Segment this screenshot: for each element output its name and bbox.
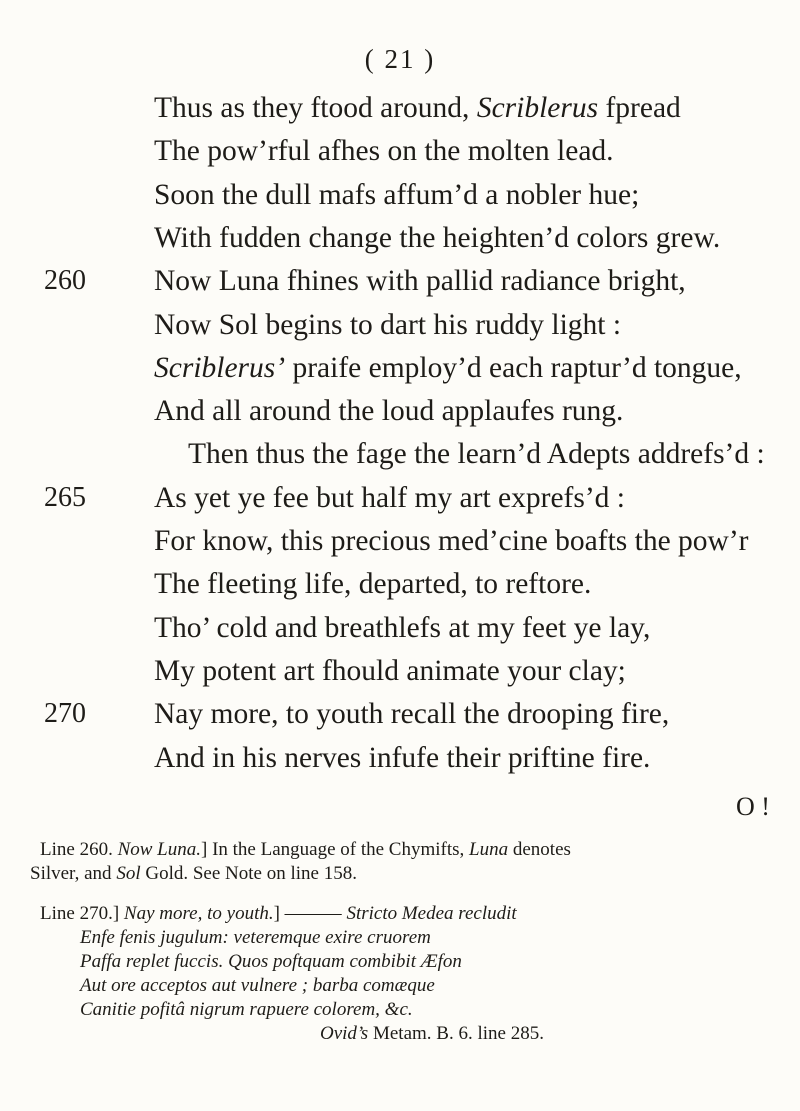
text-run: The pow’rful afhes on the molten lead. — [154, 135, 614, 167]
text-run: Now Luna fhines with pallid radiance bright, — [154, 265, 686, 297]
verse-text — [154, 608, 650, 648]
text-run: Nay more, to youth recall the drooping fire, — [154, 698, 670, 730]
verse-text — [154, 88, 681, 128]
text-run: With fudden change the heighten’d colors grew. — [154, 222, 721, 254]
verse-text — [154, 218, 720, 258]
italic-text: Nay more, to youth. — [123, 903, 274, 924]
italic-text: Canitie pofitâ nigrum rapuere colorem, &c. — [80, 999, 413, 1020]
verse-text — [154, 521, 749, 561]
verse-text — [188, 434, 765, 474]
italic-text: Now Luna. — [117, 839, 201, 860]
verse-text — [154, 478, 625, 518]
verse-text — [154, 175, 639, 215]
verse-text — [154, 738, 650, 778]
verse-text — [154, 305, 621, 345]
text-run: Soon the dull mafs affum’d a nobler hue; — [154, 179, 640, 211]
note-line — [80, 998, 413, 1022]
line-number: 265 — [44, 482, 86, 513]
italic-text: Luna — [469, 839, 509, 860]
verse-text — [154, 131, 614, 171]
note-line — [320, 1022, 544, 1046]
verse-text — [154, 564, 591, 604]
verse-text — [154, 391, 623, 431]
text-run: Line 270.] — [40, 903, 124, 924]
italic-text: Sol — [116, 863, 141, 884]
text-run: Metam. B. 6. line 285. — [368, 1023, 544, 1044]
text-run: Line 260. — [40, 839, 118, 860]
verse-text — [154, 651, 626, 691]
italic-text: Scriblerus’ — [154, 352, 286, 384]
note-line — [40, 838, 571, 862]
note-line — [30, 862, 357, 886]
text-run: fpread — [598, 92, 681, 124]
text-run: The fleeting life, departed, to reftore. — [154, 568, 592, 600]
text-run: Silver, and — [30, 863, 117, 884]
text-run: denotes — [508, 839, 571, 860]
italic-text: Scriblerus — [476, 92, 599, 124]
text-run: Then thus the fage the learn’d Adepts addrefs’d : — [188, 438, 765, 470]
italic-text: Paffa replet fuccis. Quos poftquam combibit Æfon — [80, 951, 462, 972]
verse-text — [154, 694, 669, 734]
italic-text: Aut ore acceptos aut vulnere ; barba comæque — [80, 975, 435, 996]
italic-text: Stricto Medea recludit — [346, 903, 517, 924]
text-run: And all around the loud applaufes rung. — [154, 395, 624, 427]
note-line — [80, 950, 462, 974]
text-run: Now Sol begins to dart his ruddy light : — [154, 309, 622, 341]
text-run: For know, this precious med’cine boafts the pow’r — [154, 525, 749, 557]
line-number: 270 — [44, 698, 86, 729]
text-run: Gold. See Note on line 158. — [140, 863, 357, 884]
italic-text: Ovid’s — [320, 1023, 369, 1044]
note-line — [80, 974, 435, 998]
text-run: As yet ye fee but half my art exprefs’d : — [154, 482, 626, 514]
page-number: ( 21 ) — [364, 44, 436, 74]
text-run: ] In the Language of the Chymifts, — [201, 839, 470, 860]
verse-text — [154, 261, 686, 301]
note-line — [40, 902, 517, 926]
text-run: ] ——— — [273, 903, 347, 924]
text-run: Thus as they ftood around, — [154, 92, 477, 124]
text-run: My potent art fhould animate your clay; — [154, 655, 626, 687]
italic-text: Enfe fenis jugulum: veteremque exire cruorem — [80, 927, 431, 948]
text-run: And in his nerves infufe their priftine fire. — [154, 742, 651, 774]
verse-text — [154, 348, 742, 388]
text-run: Tho’ cold and breathlefs at my feet ye lay, — [154, 612, 651, 644]
catchword: O ! — [736, 792, 770, 821]
line-number: 260 — [44, 265, 86, 296]
note-line — [80, 926, 431, 950]
text-run: praife employ’d each raptur’d tongue, — [285, 352, 742, 384]
